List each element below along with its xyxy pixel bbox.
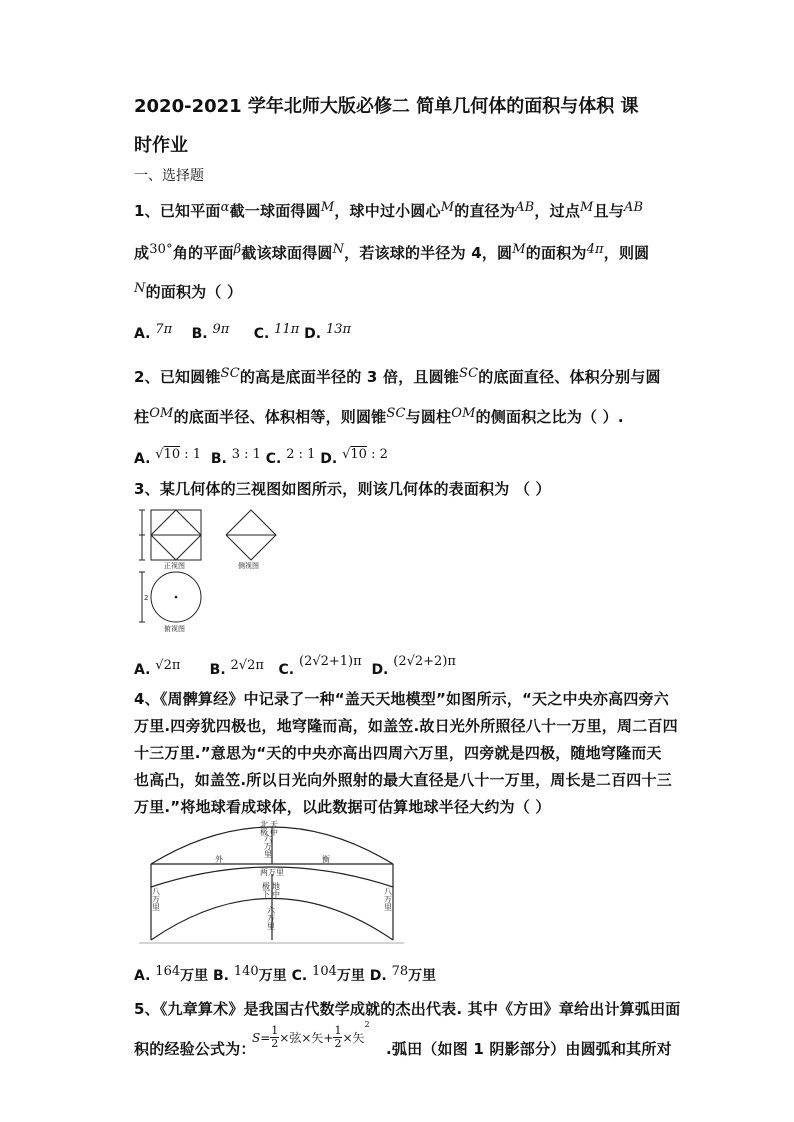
q2-option-c[interactable]: C. 2 : 1 xyxy=(265,447,316,467)
tianzhong-label: 天中 xyxy=(269,820,279,836)
dizhong-label: 地中 xyxy=(271,882,281,898)
q1-option-a[interactable]: A. 7π xyxy=(134,322,173,342)
q1-options xyxy=(134,322,351,342)
arc-field-formula: S= $\frac{1}{2}$ ×弦×矢+ $\frac{1}{2}$ ×矢$^2$ xyxy=(252,1020,370,1050)
q1-line2: 成30°角的平面β截该球面得圆N，若该球的半径为 4，圆M的面积为4π，则圆 xyxy=(134,242,650,262)
q4-line3: 十三万里.”意思为“天的中央亦高出四周六万里，四旁就是四极，随地穹隆而天 xyxy=(134,744,662,762)
heng-label: 衡 xyxy=(322,855,330,864)
q5-line1: 5、《九章算术》是我国古代数学成就的杰出代表. 其中《方田》章给出计算弧田面 xyxy=(134,1000,681,1018)
liu-wan-li-upper: 六万里 xyxy=(263,834,273,858)
q4-option-c[interactable]: C. 104万里 xyxy=(291,964,365,984)
q1-option-b[interactable]: B. 9π xyxy=(191,322,230,342)
q4-line5: 万里.”将地球看成球体，以此数据可估算地球半径大约为（ ） xyxy=(134,798,551,816)
liu-wan-li-lower: 六万里 xyxy=(266,906,276,930)
section-heading: 一、选择题 xyxy=(134,168,204,184)
liangwan-li-label: 两万里 xyxy=(260,868,284,877)
doc-title-line1: 2020-2021 学年北师大版必修二 简单几何体的面积与体积 课 xyxy=(134,96,639,117)
dimension-label: 2 xyxy=(144,594,149,602)
front-view-label: 正视图 xyxy=(164,562,185,570)
q1-line3: N的面积为（ ） xyxy=(134,281,243,301)
q2-line1: 2、已知圆锥SC的高是底面半径的 3 倍，且圆锥SC的底面直径、体积分别与圆 xyxy=(134,366,661,386)
q2-option-a[interactable]: A. √10 : 1 xyxy=(134,447,202,467)
wai-label: 外 xyxy=(215,855,223,864)
side-view xyxy=(226,510,276,560)
q4-options xyxy=(134,964,436,985)
q4-option-b[interactable]: B. 140万里 xyxy=(213,964,287,984)
q4-line4: 也高凸，如盖笠.所以日光向外照射的最大直径是八十一万里，周长是二百四十三 xyxy=(134,771,672,789)
q4-line1: 4、《周髀算经》中记录了一种“盖天天地模型”如图所示，“天之中央亦高四旁六 xyxy=(134,690,669,708)
q1-line1: 1、已知平面α截一球面得圆M，球中过小圆心M的直径为AB，过点M且与AB xyxy=(134,200,644,220)
three-view-figure xyxy=(134,505,284,640)
ba-wan-li-right: 八万里 xyxy=(383,887,393,911)
front-view xyxy=(139,510,201,560)
q3-options xyxy=(134,654,456,678)
q3-option-c[interactable]: C. (2√2+1)π xyxy=(278,654,362,678)
q4-option-d[interactable]: D. 78万里 xyxy=(369,964,437,984)
beiji-label: 北极 xyxy=(259,820,269,836)
jixia-label: 极下 xyxy=(261,882,271,898)
q3-option-d[interactable]: D. (2√2+2)π xyxy=(371,654,456,678)
top-view-label: 俯视图 xyxy=(164,625,185,633)
gaitian-model-figure xyxy=(134,812,409,947)
q3-text: 3、某几何体的三视图如图所示，则该几何体的表面积为 （ ） xyxy=(134,480,551,498)
top-view-center-dot xyxy=(175,596,178,599)
q1-option-c[interactable]: C. 11π xyxy=(253,322,300,342)
ba-wan-li-left: 八万里 xyxy=(151,887,161,911)
q2-options xyxy=(134,447,388,467)
q3-option-a[interactable]: A. √2π xyxy=(134,658,181,678)
q5-line2: 积的经验公式为： S= $\frac{1}{2}$ ×弦×矢+ $\frac{1}{2}$ ×矢$^2$ .弧田（如图 1 阴影部分）由圆弧和其所对 xyxy=(134,1020,672,1058)
q4-option-a[interactable]: A. 164万里 xyxy=(134,964,209,984)
q4-line2: 万里.四旁犹四极也，地穹隆而高，如盖笠.故日光外所照径八十一万里，周二百四 xyxy=(134,717,678,735)
q1-option-d[interactable]: D. 13π xyxy=(304,322,352,342)
q2-option-b[interactable]: B. 3 : 1 xyxy=(210,447,261,467)
q3-option-b[interactable]: B. 2√2π xyxy=(209,658,264,678)
side-view-label: 侧视图 xyxy=(238,562,259,570)
q2-option-d[interactable]: D. √10 : 2 xyxy=(320,447,388,467)
q2-line2: 柱OM的底面半径、体积相等，则圆锥SC与圆柱OM的侧面积之比为（ ）. xyxy=(134,406,624,426)
doc-title-line2: 时作业 xyxy=(134,135,188,156)
